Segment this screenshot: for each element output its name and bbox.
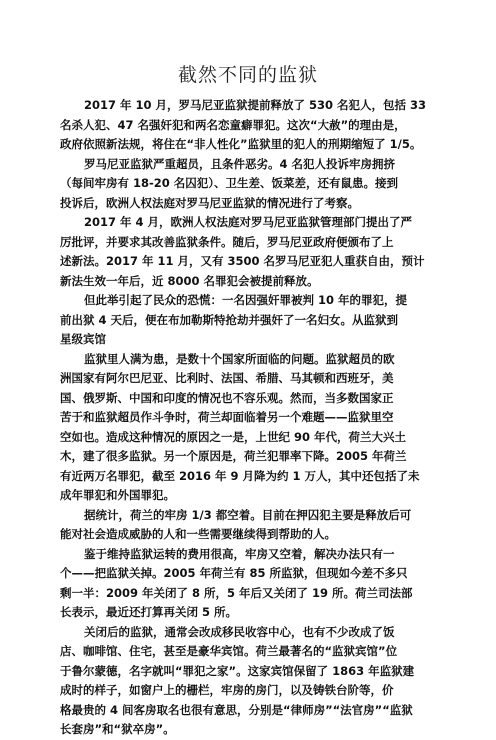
body-line: 鉴于维持监狱运转的费用很高，牢房又空着，解决办法只有一 xyxy=(84,546,395,561)
body-line: 新法生效一年后，近 8000 名罪犯会被提前释放。 xyxy=(60,273,319,288)
body-line: 监狱里人满为患，是数十个国家所面临的问题。监狱超员的欧 xyxy=(84,351,395,366)
body-line: 2017 年 4 月，欧洲人权法庭对罗马尼亚监狱管理部门提出了严 xyxy=(84,215,413,229)
body-line: 名杀人犯、47 名强奸犯和两名恋童癖罪犯。这次“大赦”的理由是， xyxy=(60,117,406,132)
body-line: 格最贵的 4 间客房取名也很有意思，分别是“律师房”“法官房”“监狱 xyxy=(60,702,413,717)
body-line: 长套房”和“狱卒房”。 xyxy=(60,722,175,736)
body-line: 据统计，荷兰的牢房 1/3 都空着。目前在押囚犯主要是释放后可 xyxy=(84,507,412,522)
document-title: 截然不同的监狱 xyxy=(177,64,318,86)
body-line: 剩一半：2009 年关闭了 8 所，5 年后又关闭了 19 所。荷兰司法部 xyxy=(60,585,413,600)
body-line: 能对社会造成威胁的人和一些需要继续得到帮助的人。 xyxy=(60,527,336,541)
body-line: 成时的样子，如窗户上的栅栏，牢房的房门，以及铸铁台阶等，价 xyxy=(60,683,394,697)
body-line: 有近两万名罪犯，截至 2016 年 9 月降为约 1 万人，其中还包括了未 xyxy=(60,468,420,483)
body-line: 于鲁尔蒙德，名字就叫“罪犯之家”。这家宾馆保留了 1863 年监狱建 xyxy=(60,663,415,678)
body-line: 厉批评，并要求其改善监狱条件。随后，罗马尼亚政府便颁布了上 xyxy=(60,234,394,249)
body-line: 木，建了很多监狱。另一个原因是，荷兰犯罪率下降。2005 年荷兰 xyxy=(60,449,407,463)
body-line: 罗马尼亚监狱严重超员，且条件恶劣。4 名犯人投诉牢房拥挤 xyxy=(84,156,396,171)
body-line: 长表示，最近还打算再关闭 5 所。 xyxy=(60,605,238,619)
body-line: 前出狱 4 天后，便在布加勒斯特抢劫并强奸了一名妇女。从监狱到 xyxy=(60,312,399,327)
body-line: 政府依照新法规，将住在“非人性化”监狱里的犯人的刑期缩短了 1/5。 xyxy=(60,137,422,151)
body-line: 述新法。2017 年 11 月，又有 3500 名罗马尼亚犯人重获自由，预计 xyxy=(60,254,425,268)
body-line: 投诉后，欧洲人权法庭对罗马尼亚监狱的情况进行了考察。 xyxy=(60,195,359,210)
document-body xyxy=(60,96,446,740)
body-line: 成年罪犯和外国罪犯。 xyxy=(60,488,175,502)
body-line: 洲国家有阿尔巴尼亚、比利时、法国、希腊、马其顿和西班牙，美 xyxy=(60,371,394,385)
body-line: 苦于和监狱超员作斗争时，荷兰却面临着另一个难题——监狱里空 xyxy=(60,410,394,424)
body-line: （每间牢房有 18-20 名囚犯）、卫生差、饭菜差，还有鼠患。接到 xyxy=(60,176,399,190)
body-line: 空如也。造成这种情况的原因之一是，上世纪 90 年代，荷兰大兴土 xyxy=(60,429,407,444)
body-line: 但此举引起了民众的恐慌：一名因强奸罪被判 10 年的罪犯，提 xyxy=(84,293,408,307)
body-line: 店、咖啡馆、住宅，甚至是豪华宾馆。荷兰最著名的“监狱宾馆”位 xyxy=(60,644,398,658)
body-line: 关闭后的监狱，通常会改成移民收容中心，也有不少改成了饭 xyxy=(84,624,395,639)
body-line: 国、俄罗斯、中国和印度的情况也不容乐观。然而，当多数国家正 xyxy=(60,390,394,405)
body-line: 星级宾馆 xyxy=(60,332,106,346)
body-line: 2017 年 10 月，罗马尼亚监狱提前释放了 530 名犯人，包括 33 xyxy=(84,98,427,112)
body-line: 个——把监狱关掉。2005 年荷兰有 85 所监狱，但现如今差不多只 xyxy=(60,566,408,580)
